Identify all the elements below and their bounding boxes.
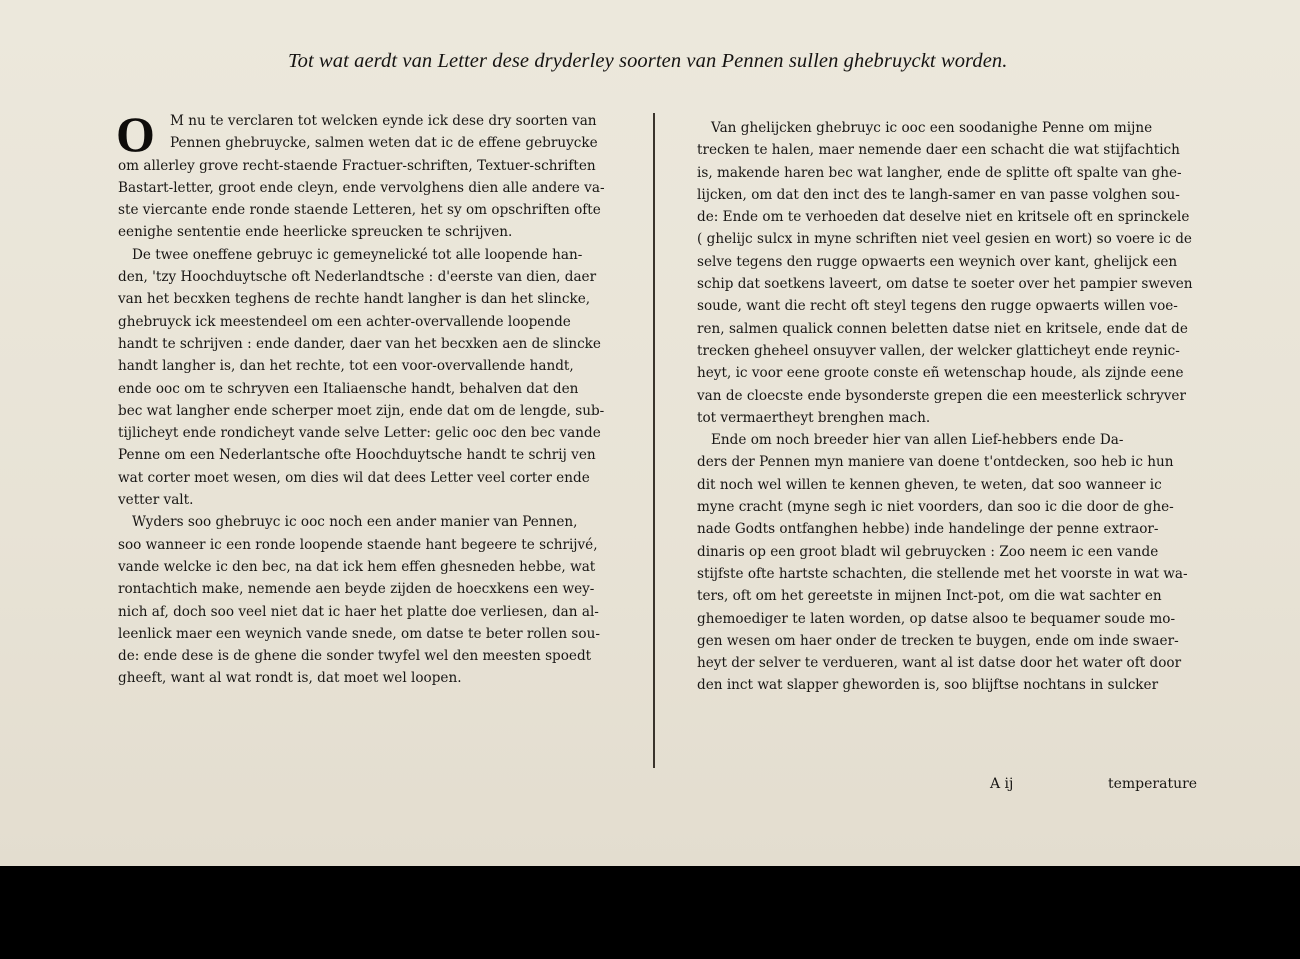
text-line: ders der Pennen myn maniere van doene t'ontdecken, soo heb ic hun [697, 454, 1174, 471]
paragraph-1 [116, 106, 646, 244]
signature-mark: A ij [990, 776, 1014, 792]
text-line: ren, salmen qualick connen beletten datse niet en kritsele, ende dat de [697, 320, 1188, 337]
text-line: schip dat soetkens laveert, om datse te soeter over het pampier sweven [697, 276, 1193, 293]
paragraph-2 [118, 244, 646, 512]
text-line: Wyders soo ghebruyc ic ooc noch een ander manier van Pennen, [132, 514, 578, 531]
text-line: handt langher is, dan het rechte, tot een voor-overvallende handt, [118, 358, 574, 375]
text-line: den, 'tzy Hoochduytsche oft Nederlandtsche : d'eerste van dien, daer [118, 269, 597, 286]
text-line: Pennen ghebruycke, salmen weten dat ic de effene gebruycke [170, 135, 598, 152]
text-line: van het becxken teghens de rechte handt langher is dan het slincke, [118, 291, 591, 308]
text-line: den inct wat slapper gheworden is, soo blijftse nochtans in sulcker [697, 677, 1159, 694]
text-line: nade Godts ontfanghen hebbe) inde handelinge der penne extraor- [697, 521, 1159, 538]
text-line: ters, oft om het gereetste in mijnen Inct-pot, om die wat sachter en [697, 588, 1162, 605]
text-line: Van ghelijcken ghebruyc ic ooc een soodanighe Penne om mijne [711, 120, 1153, 136]
text-line: vetter valt. [118, 492, 194, 509]
text-line: vande welcke ic den bec, na dat ick hem effen ghesneden hebbe, wat [118, 558, 596, 575]
text-line: selve tegens den rugge opwaerts een weynich over kant, ghelijck een [697, 253, 1178, 270]
text-line: M nu te verclaren tot welcken eynde ick dese dry soorten van [170, 113, 597, 129]
paragraph-5 [697, 429, 1217, 697]
text-line: lijcken, om dat den inct des te langh-samer en van passe volghen sou- [697, 186, 1180, 203]
text-line: ende ooc om te schryven een Italiaensche handt, behalven dat den [118, 380, 579, 397]
text-line: ( ghelijc sulcx in myne schriften niet veel gesien en wort) so voere ic de [697, 231, 1192, 248]
right-column [697, 117, 1217, 697]
drop-cap: O [116, 106, 155, 162]
text-line: ghemoediger te laten worden, op datse alsoo te bequamer soude mo- [697, 610, 1176, 627]
text-line: wat corter moet wesen, om dies wil dat dees Letter veel corter ende [118, 469, 590, 486]
text-line: soo wanneer ic een ronde loopende staende hant begeere te schrijvé, [118, 536, 598, 553]
text-line: leenlick maer een weynich vande snede, om datse te beter rollen sou- [118, 625, 600, 642]
text-line: trecken gheheel onsuyver vallen, der welcker glatticheyt ende reynic- [697, 342, 1180, 359]
text-line: om allerley grove recht-staende Fractuer-schriften, Textuer-schriften [118, 157, 596, 174]
text-line: dinaris op een groot bladt wil gebruycken : Zoo neem ic een vande [697, 543, 1159, 560]
text-line: trecken te halen, maer nemende daer een schacht die wat stijfachtich [697, 142, 1180, 159]
paragraph-4 [697, 117, 1217, 429]
text-line: ste viercante ende ronde staende Letteren, het sy om opschriften ofte [118, 202, 601, 219]
text-line: heyt der selver te verdueren, want al ist datse door het water oft door [697, 655, 1182, 672]
text-line: soude, want die recht oft steyl tegens den rugge opwaerts willen voe- [697, 298, 1178, 315]
text-line: stijfste ofte hartste schachten, die stellende met het voorste in wat wa- [697, 565, 1188, 582]
text-line: is, makende haren bec wat langher, ende de splitte oft spalte van ghe- [697, 164, 1182, 181]
text-line: tot vermaertheyt brenghen mach. [697, 409, 931, 426]
text-line: nich af, doch soo veel niet dat ic haer het platte doe verliesen, dan al- [118, 603, 599, 620]
page-title: Tot wat aerdt van Letter dese dryderley soorten van Pennen sullen ghebruyckt worden. [288, 50, 1008, 72]
paragraph-3 [118, 511, 646, 689]
text-line: De twee oneffene gebruyc ic gemeynelické tot alle loopende han- [132, 246, 583, 263]
catchword: temperature [1108, 776, 1198, 792]
text-line: rontachtich make, nemende aen beyde zijden de hoecxkens een wey- [118, 581, 595, 598]
bottom-banner [0, 866, 1300, 959]
text-line: dit noch wel willen te kennen gheven, te weten, dat soo wanneer ic [697, 476, 1162, 493]
text-line: myne cracht (myne segh ic niet voorders, dan soo ic die door de ghe- [697, 499, 1174, 516]
text-line: van de cloecste ende bysonderste grepen die een meesterlick schryver [697, 387, 1186, 404]
text-line: eenighe sententie ende heerlicke spreucken te schrijven. [118, 224, 513, 241]
left-column [116, 106, 646, 690]
text-line: Ende om noch breeder hier van allen Lief-hebbers ende Da- [711, 432, 1124, 449]
text-line: gen wesen om haer onder de trecken te buygen, ende om inde swaer- [697, 632, 1179, 649]
text-line: heyt, ic voor eene groote conste eñ wetenschap houde, als zijnde eene [697, 365, 1184, 382]
text-line: de: Ende om te verhoeden dat deselve niet en kritsele oft en sprinckele [697, 209, 1190, 226]
text-line: tijlicheyt ende rondicheyt vande selve Letter: gelic ooc den bec vande [118, 425, 601, 442]
text-line: Bastart-letter, groot ende cleyn, ende vervolghens dien alle andere va- [118, 179, 605, 196]
text-line: handt te schrijven : ende dander, daer van het becxken aen de slincke [118, 335, 601, 352]
text-line: bec wat langher ende scherper moet zijn, ende dat om de lengde, sub- [118, 402, 605, 419]
text-line: Penne om een Nederlantsche ofte Hoochduytsche handt te schrij ven [118, 447, 596, 464]
text-line: de: ende dese is de ghene die sonder twyfel wel den meesten spoedt [118, 648, 592, 665]
text-line: ghebruyck ick meestendeel om een achter-overvallende loopende [118, 313, 571, 330]
column-divider [653, 113, 655, 768]
text-line: gheeft, want al wat rondt is, dat moet wel loopen. [118, 670, 462, 687]
